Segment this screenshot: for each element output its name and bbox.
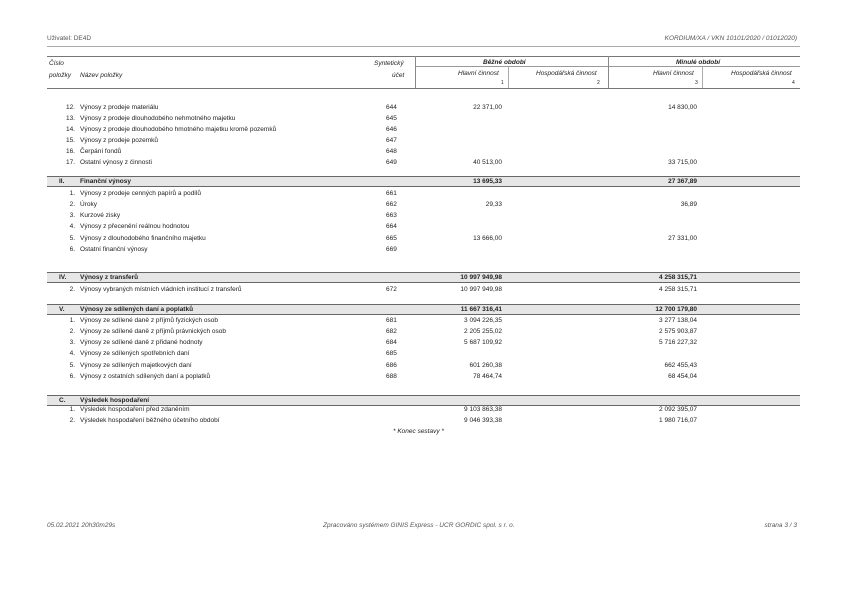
row-account: 662	[386, 201, 397, 208]
row-number: II.	[59, 178, 65, 185]
table-row	[47, 286, 800, 296]
row-number: 1.	[69, 317, 75, 324]
row-account: 648	[386, 148, 397, 155]
row-current-main: 9 046 393,38	[464, 417, 502, 424]
row-previous-main: 1 980 716,07	[659, 417, 697, 424]
row-previous-main: 27 367,89	[668, 178, 697, 185]
col-minule-obdobi: Minulé období	[676, 59, 721, 66]
row-account: 665	[386, 235, 397, 242]
row-number: 4.	[69, 223, 75, 230]
row-name: Výnosy z dlouhodobého finančního majetku	[80, 235, 206, 242]
row-number: C.	[59, 397, 66, 404]
row-number: IV.	[59, 274, 67, 281]
section-row	[47, 305, 800, 315]
table-row	[47, 339, 800, 349]
row-number: 3.	[69, 212, 75, 219]
row-account: 672	[386, 286, 397, 293]
row-name: Výnosy z transferů	[80, 274, 139, 281]
row-current-main: 13 695,33	[473, 178, 502, 185]
row-number: 15.	[65, 137, 75, 144]
row-name: Výsledek hospodaření před zdaněním	[80, 406, 190, 413]
table-row	[47, 104, 800, 114]
row-number: 3.	[69, 339, 75, 346]
table-row	[47, 328, 800, 338]
table-row	[47, 373, 800, 383]
row-account: 645	[386, 115, 397, 122]
table-row	[47, 406, 800, 416]
row-current-main: 13 666,00	[473, 235, 502, 242]
table-row	[47, 417, 800, 427]
row-name: Výnosy ze sdílené daně z příjmů právnických osob	[80, 328, 226, 335]
row-name: Ostatní výnosy z činnosti	[80, 159, 152, 166]
col-hlavni-minule: Hlavní činnost	[653, 70, 694, 77]
row-number: 5.	[69, 235, 75, 242]
row-number: 6.	[69, 373, 75, 380]
row-previous-main: 36,89	[680, 201, 697, 208]
col-index-3: 3	[695, 80, 698, 86]
row-current-main: 22 371,00	[473, 104, 502, 111]
row-number: 2.	[69, 328, 75, 335]
row-current-main: 10 997 949,98	[460, 286, 502, 293]
footer-system: Zpracováno systémem GINIS Express - UCR GORDIC spol. s r. o.	[323, 522, 515, 529]
row-number: 12.	[65, 104, 75, 111]
table-row	[47, 362, 800, 372]
row-name: Výnosy z prodeje dlouhodobého nehmotného majetku	[80, 115, 236, 122]
report-identifier: KORDIUM/XA / VKN 10101/2020 / 01012020)	[664, 35, 797, 42]
table-row	[47, 137, 800, 147]
row-name: Úroky	[80, 201, 97, 208]
row-name: Výnosy z prodeje cenných papírů a podílů	[80, 190, 202, 197]
row-current-main: 40 513,00	[473, 159, 502, 166]
footer-date: 05.02.2021 20h30m29s	[47, 522, 116, 529]
row-account: 669	[386, 246, 397, 253]
row-name: Výnosy ze sdílené daně z příjmů fyzických osob	[80, 317, 219, 324]
row-name: Výnosy z prodeje dlouhodobého hmotného majetku kromě pozemků	[80, 126, 277, 133]
section-row	[47, 396, 800, 406]
table-row	[47, 212, 800, 222]
table-row	[47, 223, 800, 233]
row-name: Výnosy z přecenění reálnou hodnotou	[80, 223, 190, 230]
table-row	[47, 317, 800, 327]
col-hlavni-bezne: Hlavní činnost	[458, 70, 499, 77]
row-current-main: 78 464,74	[473, 373, 502, 380]
footer-page: strana 3 / 3	[764, 522, 797, 529]
row-previous-main: 2 092 395,07	[659, 406, 697, 413]
table-row	[47, 159, 800, 169]
row-previous-main: 2 575 903,87	[659, 328, 697, 335]
col-hosp-bezne: Hospodářská činnost	[536, 70, 597, 77]
col-synteticky: Syntetický	[374, 60, 404, 67]
row-number: 2.	[69, 286, 75, 293]
header-rule	[47, 46, 800, 47]
row-number: 16.	[65, 148, 75, 155]
row-current-main: 11 667 316,41	[460, 306, 502, 313]
row-number: 14.	[65, 126, 75, 133]
row-previous-main: 4 258 315,71	[659, 286, 697, 293]
row-name: Čerpání fondů	[80, 148, 122, 155]
row-number: 13.	[65, 115, 75, 122]
row-name: Výnosy vybraných místních vládních institucí z transferů	[80, 286, 242, 293]
row-number: 2.	[69, 201, 75, 208]
row-account: 664	[386, 223, 397, 230]
row-account: 646	[386, 126, 397, 133]
col-nazev: Název položky	[80, 72, 123, 79]
row-account: 685	[386, 350, 397, 357]
row-account: 661	[386, 190, 397, 197]
end-of-report-note: * Konec sestavy *	[393, 428, 444, 435]
row-current-main: 2 205 255,02	[464, 328, 502, 335]
row-number: 6.	[69, 246, 75, 253]
row-name: Výnosy ze sdílených majetkových daní	[80, 362, 192, 369]
row-account: 663	[386, 212, 397, 219]
row-name: Výnosy ze sdílené daně z přidané hodnoty	[80, 339, 203, 346]
table-row	[47, 190, 800, 200]
row-name: Kurzové zisky	[80, 212, 121, 219]
row-current-main: 29,33	[485, 201, 502, 208]
row-name: Výnosy z prodeje materiálu	[80, 104, 159, 111]
row-number: 1.	[69, 190, 75, 197]
table-row	[47, 126, 800, 136]
row-name: Výnosy z prodeje pozemků	[80, 137, 159, 144]
row-current-main: 5 687 109,92	[464, 339, 502, 346]
row-current-main: 3 094 226,35	[464, 317, 502, 324]
row-account: 649	[386, 159, 397, 166]
col-index-1: 1	[501, 80, 504, 86]
col-polozky: položky	[49, 72, 72, 79]
section-row	[47, 273, 800, 283]
row-previous-main: 27 331,00	[668, 235, 697, 242]
row-name: Výnosy ze sdílených spotřebních daní	[80, 350, 190, 357]
row-number: 17.	[65, 159, 75, 166]
row-name: Výsledek hospodaření	[80, 397, 149, 404]
col-bezne-obdobi: Běžné období	[483, 59, 526, 66]
row-number: 2.	[69, 417, 75, 424]
row-previous-main: 12 700 179,80	[655, 306, 697, 313]
col-index-4: 4	[792, 80, 795, 86]
col-index-2: 2	[597, 80, 600, 86]
row-previous-main: 33 715,00	[668, 159, 697, 166]
row-account: 647	[386, 137, 397, 144]
row-number: 5.	[69, 362, 75, 369]
row-current-main: 9 103 863,38	[464, 406, 502, 413]
row-previous-main: 662 455,43	[664, 362, 697, 369]
row-previous-main: 14 830,00	[668, 104, 697, 111]
row-current-main: 601 260,38	[469, 362, 502, 369]
row-account: 686	[386, 362, 397, 369]
row-previous-main: 4 258 315,71	[659, 274, 697, 281]
row-account: 688	[386, 373, 397, 380]
table-row	[47, 201, 800, 211]
row-name: Finanční výnosy	[80, 178, 131, 185]
row-name: Ostatní finanční výnosy	[80, 246, 148, 253]
table-row	[47, 148, 800, 158]
col-hosp-minule: Hospodářská činnost	[731, 70, 792, 77]
row-previous-main: 5 716 227,32	[659, 339, 697, 346]
row-number: 4.	[69, 350, 75, 357]
table-row	[47, 350, 800, 360]
row-current-main: 10 997 949,98	[460, 274, 502, 281]
row-number: 1.	[69, 406, 75, 413]
col-cislo: Číslo	[49, 60, 64, 67]
report-user: Uživatel: DE4D	[47, 35, 92, 42]
row-account: 681	[386, 317, 397, 324]
row-name: Výsledek hospodaření běžného účetního období	[80, 417, 220, 424]
row-previous-main: 3 277 138,04	[659, 317, 697, 324]
table-row	[47, 246, 800, 256]
table-row	[47, 115, 800, 125]
row-name: Výnosy z ostatních sdílených daní a poplatků	[80, 373, 211, 380]
row-number: V.	[59, 306, 65, 313]
section-row	[47, 177, 800, 187]
row-name: Výnosy ze sdílených daní a poplatků	[80, 306, 194, 313]
table-row	[47, 235, 800, 245]
row-account: 682	[386, 328, 397, 335]
row-account: 644	[386, 104, 397, 111]
row-previous-main: 68 454,04	[668, 373, 697, 380]
row-account: 684	[386, 339, 397, 346]
col-ucet: účet	[392, 72, 405, 79]
